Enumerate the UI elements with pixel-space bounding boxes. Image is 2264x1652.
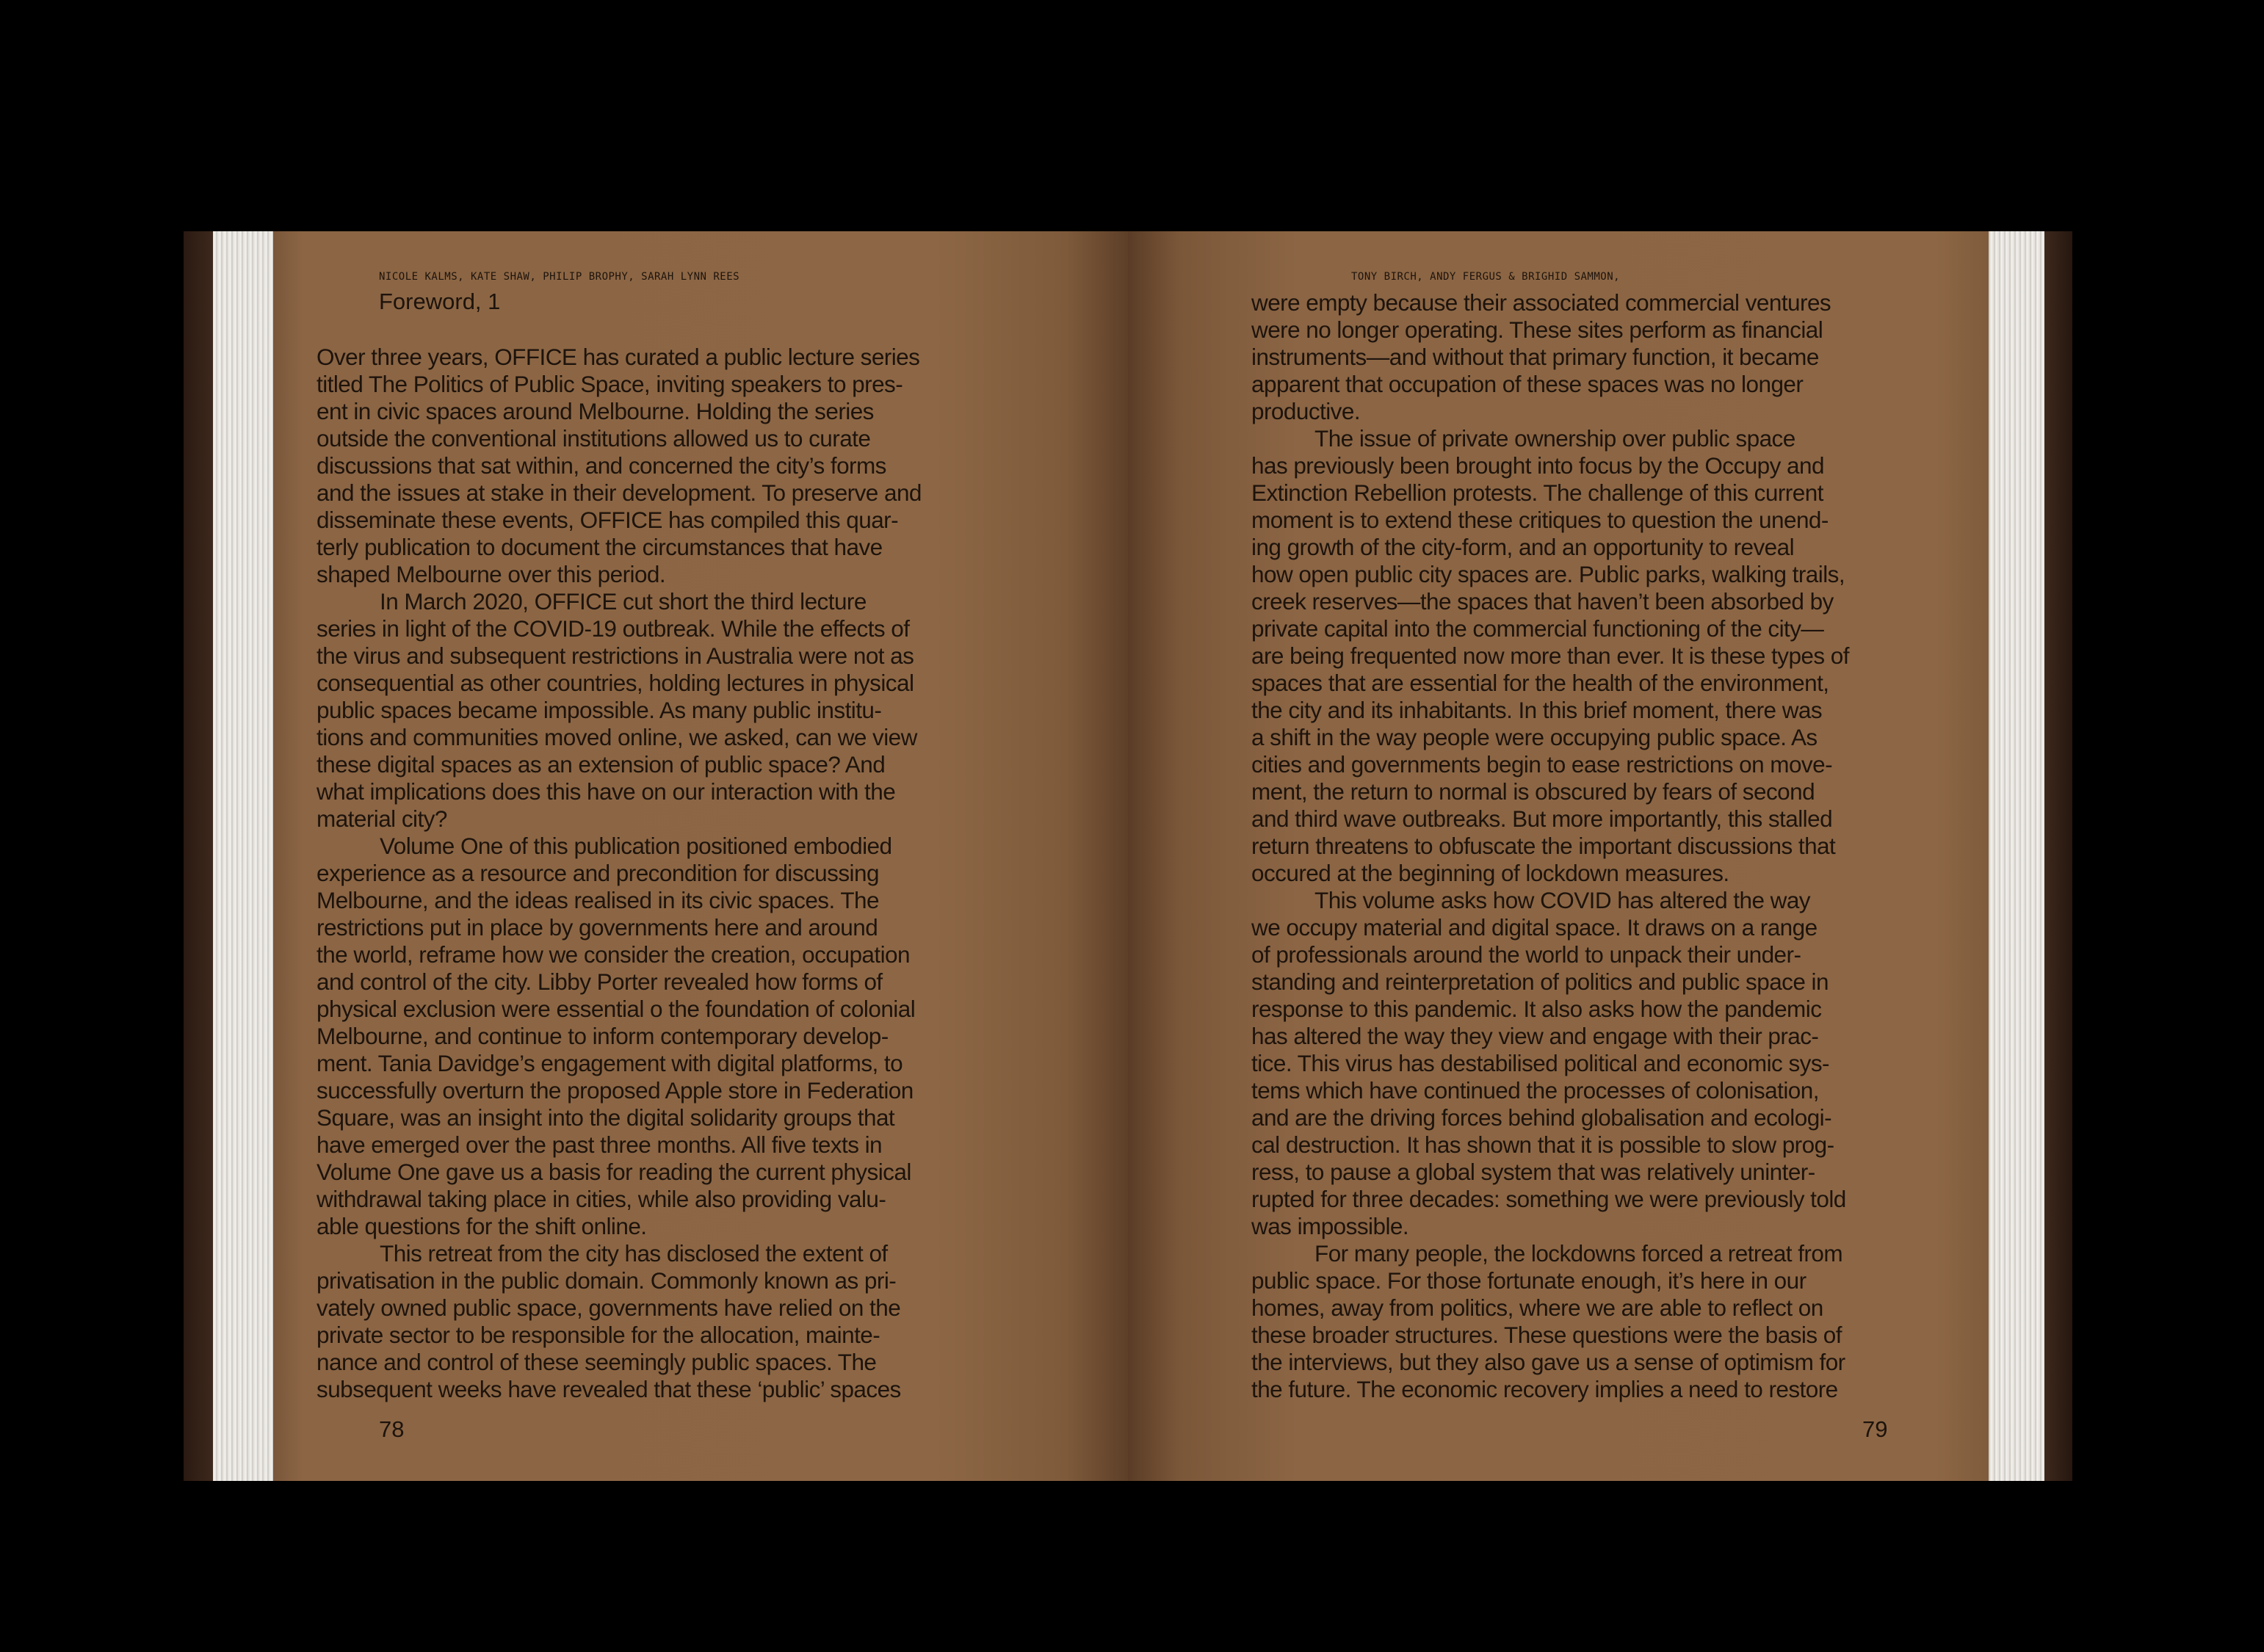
text-line: public spaces became impossible. As many public institu- (317, 697, 882, 723)
text-line: physical exclusion were essential o the foundation of colonial (317, 996, 916, 1022)
text-line: tice. This virus has destabilised political and economic sys- (1251, 1050, 1829, 1076)
text-line: have emerged over the past three months. All five texts in (317, 1131, 883, 1158)
text-line: response to this pandemic. It also asks how the pandemic (1251, 996, 1822, 1022)
text-line: was impossible. (1251, 1213, 1409, 1239)
text-line: ing growth of the city-form, and an opportunity to reveal (1251, 534, 1795, 560)
text-line: Melbourne, and continue to inform contemporary develop- (317, 1023, 889, 1049)
chapter-title: Foreword, 1 (379, 289, 501, 314)
text-line: terly publication to document the circumstances that have (317, 534, 883, 560)
text-line: were no longer operating. These sites perform as financial (1251, 316, 1823, 343)
text-line: Volume One of this publication positioned embodied (380, 833, 892, 859)
text-line: consequential as other countries, holding lectures in physical (317, 670, 914, 696)
text-line: Melbourne, and the ideas realised in its civic spaces. The (317, 887, 879, 913)
text-line: homes, away from politics, where we are able to reflect on (1251, 1294, 1823, 1321)
left-page (273, 231, 1128, 1481)
text-line: the virus and subsequent restrictions in Australia were not as (317, 642, 914, 669)
text-line: a shift in the way people were occupying public space. As (1251, 724, 1818, 750)
text-line: what implications does this have on our interaction with the (317, 778, 896, 805)
text-line: able questions for the shift online. (317, 1213, 647, 1239)
text-line: and control of the city. Libby Porter revealed how forms of (317, 968, 883, 995)
text-line: titled The Politics of Public Space, inviting speakers to pres- (317, 371, 903, 397)
text-line: ent in civic spaces around Melbourne. Holding the series (317, 398, 874, 424)
text-line: series in light of the COVID-19 outbreak. While the effects of (317, 615, 910, 642)
text-line: restrictions put in place by governments here and around (317, 914, 878, 941)
page-number-right: 79 (1862, 1416, 1888, 1442)
text-line: these digital spaces as an extension of public space? And (317, 751, 886, 778)
text-line: return threatens to obfuscate the important discussions that (1251, 833, 1836, 859)
text-line: were empty because their associated commercial ventures (1251, 289, 1831, 316)
text-line: ment, the return to normal is obscured by fears of second (1251, 778, 1815, 805)
text-line: privatisation in the public domain. Commonly known as pri- (317, 1267, 897, 1294)
text-line: creek reserves—the spaces that haven’t been absorbed by (1251, 588, 1834, 615)
text-line: are being frequented now more than ever. It is these types of (1251, 642, 1849, 669)
text-line: Extinction Rebellion protests. The challenge of this current (1251, 479, 1823, 506)
running-head-right: TONY BIRCH, ANDY FERGUS & BRIGHID SAMMON, (1351, 271, 1621, 283)
text-line: This retreat from the city has disclosed the extent of (380, 1240, 888, 1267)
text-line: the future. The economic recovery implies a need to restore (1251, 1376, 1838, 1402)
text-line: disseminate these events, OFFICE has compiled this quar- (317, 507, 899, 533)
text-line: subsequent weeks have revealed that these ‘public’ spaces (317, 1376, 901, 1402)
text-line: successfully overturn the proposed Apple store in Federation (317, 1077, 914, 1104)
text-line: productive. (1251, 398, 1361, 424)
text-line: cities and governments begin to ease restrictions on move- (1251, 751, 1833, 778)
text-line: of professionals around the world to unpack their under- (1251, 941, 1801, 968)
page-block-right-edge (1989, 231, 2044, 1481)
text-line: tems which have continued the processes of colonisation, (1251, 1077, 1819, 1104)
text-line: experience as a resource and precondition for discussing (317, 860, 879, 886)
text-line: how open public city spaces are. Public parks, walking trails, (1251, 561, 1845, 587)
text-line: material city? (317, 805, 447, 832)
text-line: standing and reinterpretation of politics and public space in (1251, 968, 1829, 995)
text-line: tions and communities moved online, we asked, can we view (317, 724, 917, 750)
text-line: rupted for three decades: something we were previously told (1251, 1186, 1846, 1212)
text-line: spaces that are essential for the health of the environment, (1251, 670, 1829, 696)
text-line: withdrawal taking place in cities, while also providing valu- (317, 1186, 886, 1212)
text-line: private sector to be responsible for the allocation, mainte- (317, 1322, 880, 1348)
text-line: the world, reframe how we consider the creation, occupation (317, 941, 910, 968)
text-line: has previously been brought into focus by the Occupy and (1251, 452, 1824, 479)
right-page (1128, 231, 1989, 1481)
text-line: outside the conventional institutions allowed us to curate (317, 425, 871, 452)
text-line: instruments—and without that primary function, it became (1251, 344, 1819, 370)
text-line: the interviews, but they also gave us a sense of optimism for (1251, 1349, 1845, 1375)
text-line: The issue of private ownership over public space (1314, 425, 1795, 452)
text-line: private capital into the commercial functioning of the city— (1251, 615, 1824, 642)
text-line: we occupy material and digital space. It draws on a range (1251, 914, 1818, 941)
text-line: In March 2020, OFFICE cut short the third lecture (380, 588, 867, 615)
text-line: moment is to extend these critiques to question the unend- (1251, 507, 1829, 533)
body-text-right (1251, 289, 1956, 1403)
text-line: This volume asks how COVID has altered the way (1314, 887, 1810, 913)
text-line: occured at the beginning of lockdown measures. (1251, 860, 1729, 886)
text-line: and third wave outbreaks. But more importantly, this stalled (1251, 805, 1833, 832)
text-line: and the issues at stake in their development. To preserve and (317, 479, 922, 506)
page-block-left-edge (213, 231, 273, 1481)
text-line: Square, was an insight into the digital solidarity groups that (317, 1104, 895, 1131)
text-line: apparent that occupation of these spaces was no longer (1251, 371, 1804, 397)
page-number-left: 78 (379, 1416, 405, 1442)
body-text-left (317, 344, 1021, 1403)
text-line: vately owned public space, governments have relied on the (317, 1294, 901, 1321)
text-line: Volume One gave us a basis for reading the current physical (317, 1159, 911, 1185)
text-line: these broader structures. These questions were the basis of (1251, 1322, 1842, 1348)
text-line: cal destruction. It has shown that it is possible to slow prog- (1251, 1131, 1834, 1158)
text-line: For many people, the lockdowns forced a retreat from (1314, 1240, 1843, 1267)
text-line: nance and control of these seemingly public spaces. The (317, 1349, 877, 1375)
text-line: ment. Tania Davidge’s engagement with digital platforms, to (317, 1050, 903, 1076)
text-line: the city and its inhabitants. In this brief moment, there was (1251, 697, 1823, 723)
open-book (184, 231, 2072, 1481)
book-cover-left-edge (184, 231, 213, 1481)
text-line: shaped Melbourne over this period. (317, 561, 666, 587)
book-cover-right-edge (2044, 231, 2072, 1481)
text-line: ress, to pause a global system that was relatively uninter- (1251, 1159, 1815, 1185)
text-line: Over three years, OFFICE has curated a public lecture series (317, 344, 920, 370)
text-line: public space. For those fortunate enough, it’s here in our (1251, 1267, 1807, 1294)
text-line: and are the driving forces behind globalisation and ecologi- (1251, 1104, 1832, 1131)
text-line: discussions that sat within, and concerned the city’s forms (317, 452, 886, 479)
running-head-left: NICOLE KALMS, KATE SHAW, PHILIP BROPHY, SARAH LYNN REES (379, 271, 740, 283)
text-line: has altered the way they view and engage with their prac- (1251, 1023, 1819, 1049)
